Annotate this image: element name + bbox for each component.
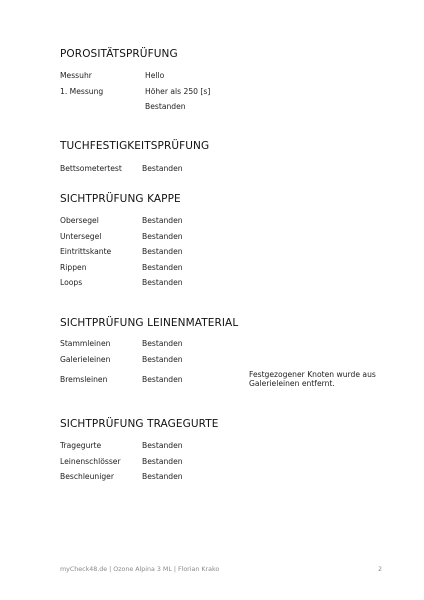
page-number: 2 [378, 566, 383, 573]
row-label-eintrittskante: Eintrittskante [60, 247, 112, 256]
row-value-leinenschloesser: Bestanden [142, 457, 183, 466]
row-label-loops: Loops [60, 278, 83, 287]
row-label-leinenschloesser: Leinenschlösser [60, 457, 121, 466]
row-value-messung: Höher als 250 [s] [145, 87, 211, 96]
row-value-stammleinen: Bestanden [142, 339, 183, 348]
row-label-obersegel: Obersegel [60, 216, 99, 225]
row-value-galerieleinen: Bestanden [142, 355, 183, 364]
row-value-beschleuniger: Bestanden [142, 472, 183, 481]
row-note-bremsleinen: Festgezogener Knoten wurde aus Galerieleinen entfernt. [249, 370, 376, 388]
row-value-eintrittskante: Bestanden [142, 247, 183, 256]
section-heading-tragegurte: SICHTPRÜFUNG TRAGEGURTE [60, 418, 219, 430]
row-label-rippen: Rippen [60, 263, 87, 272]
row-label-stammleinen: Stammleinen [60, 339, 111, 348]
row-value-loops: Bestanden [142, 278, 183, 287]
section-heading-leinen: SICHTPRÜFUNG LEINENMATERIAL [60, 317, 239, 329]
row-value-tragegurte: Bestanden [142, 441, 183, 450]
row-label-messuhr: Messuhr [60, 71, 92, 80]
row-value-rippen: Bestanden [142, 263, 183, 272]
row-label-untersegel: Untersegel [60, 232, 102, 241]
row-label-galerieleinen: Galerieleinen [60, 355, 111, 364]
row-value-obersegel: Bestanden [142, 216, 183, 225]
row-value-bettsometertest: Bestanden [142, 164, 183, 173]
row-value-result: Bestanden [145, 102, 186, 111]
row-label-bremsleinen: Bremsleinen [60, 375, 108, 384]
row-label-messung: 1. Messung [60, 87, 104, 96]
row-label-tragegurte: Tragegurte [60, 441, 102, 450]
row-value-messuhr: Hello [145, 71, 165, 80]
row-label-beschleuniger: Beschleuniger [60, 472, 114, 481]
row-value-bremsleinen: Bestanden [142, 375, 183, 384]
footer-text: myCheck48.de | Ozone Alpina 3 ML | Florian Krako [60, 566, 220, 573]
row-value-untersegel: Bestanden [142, 232, 183, 241]
row-label-bettsometertest: Bettsometertest [60, 164, 122, 173]
section-heading-porositaet: POROSITÄTSPRÜFUNG [60, 48, 178, 60]
section-heading-tuchfestigkeit: TUCHFESTIGKEITSPRÜFUNG [60, 140, 210, 152]
section-heading-kappe: SICHTPRÜFUNG KAPPE [60, 193, 181, 205]
